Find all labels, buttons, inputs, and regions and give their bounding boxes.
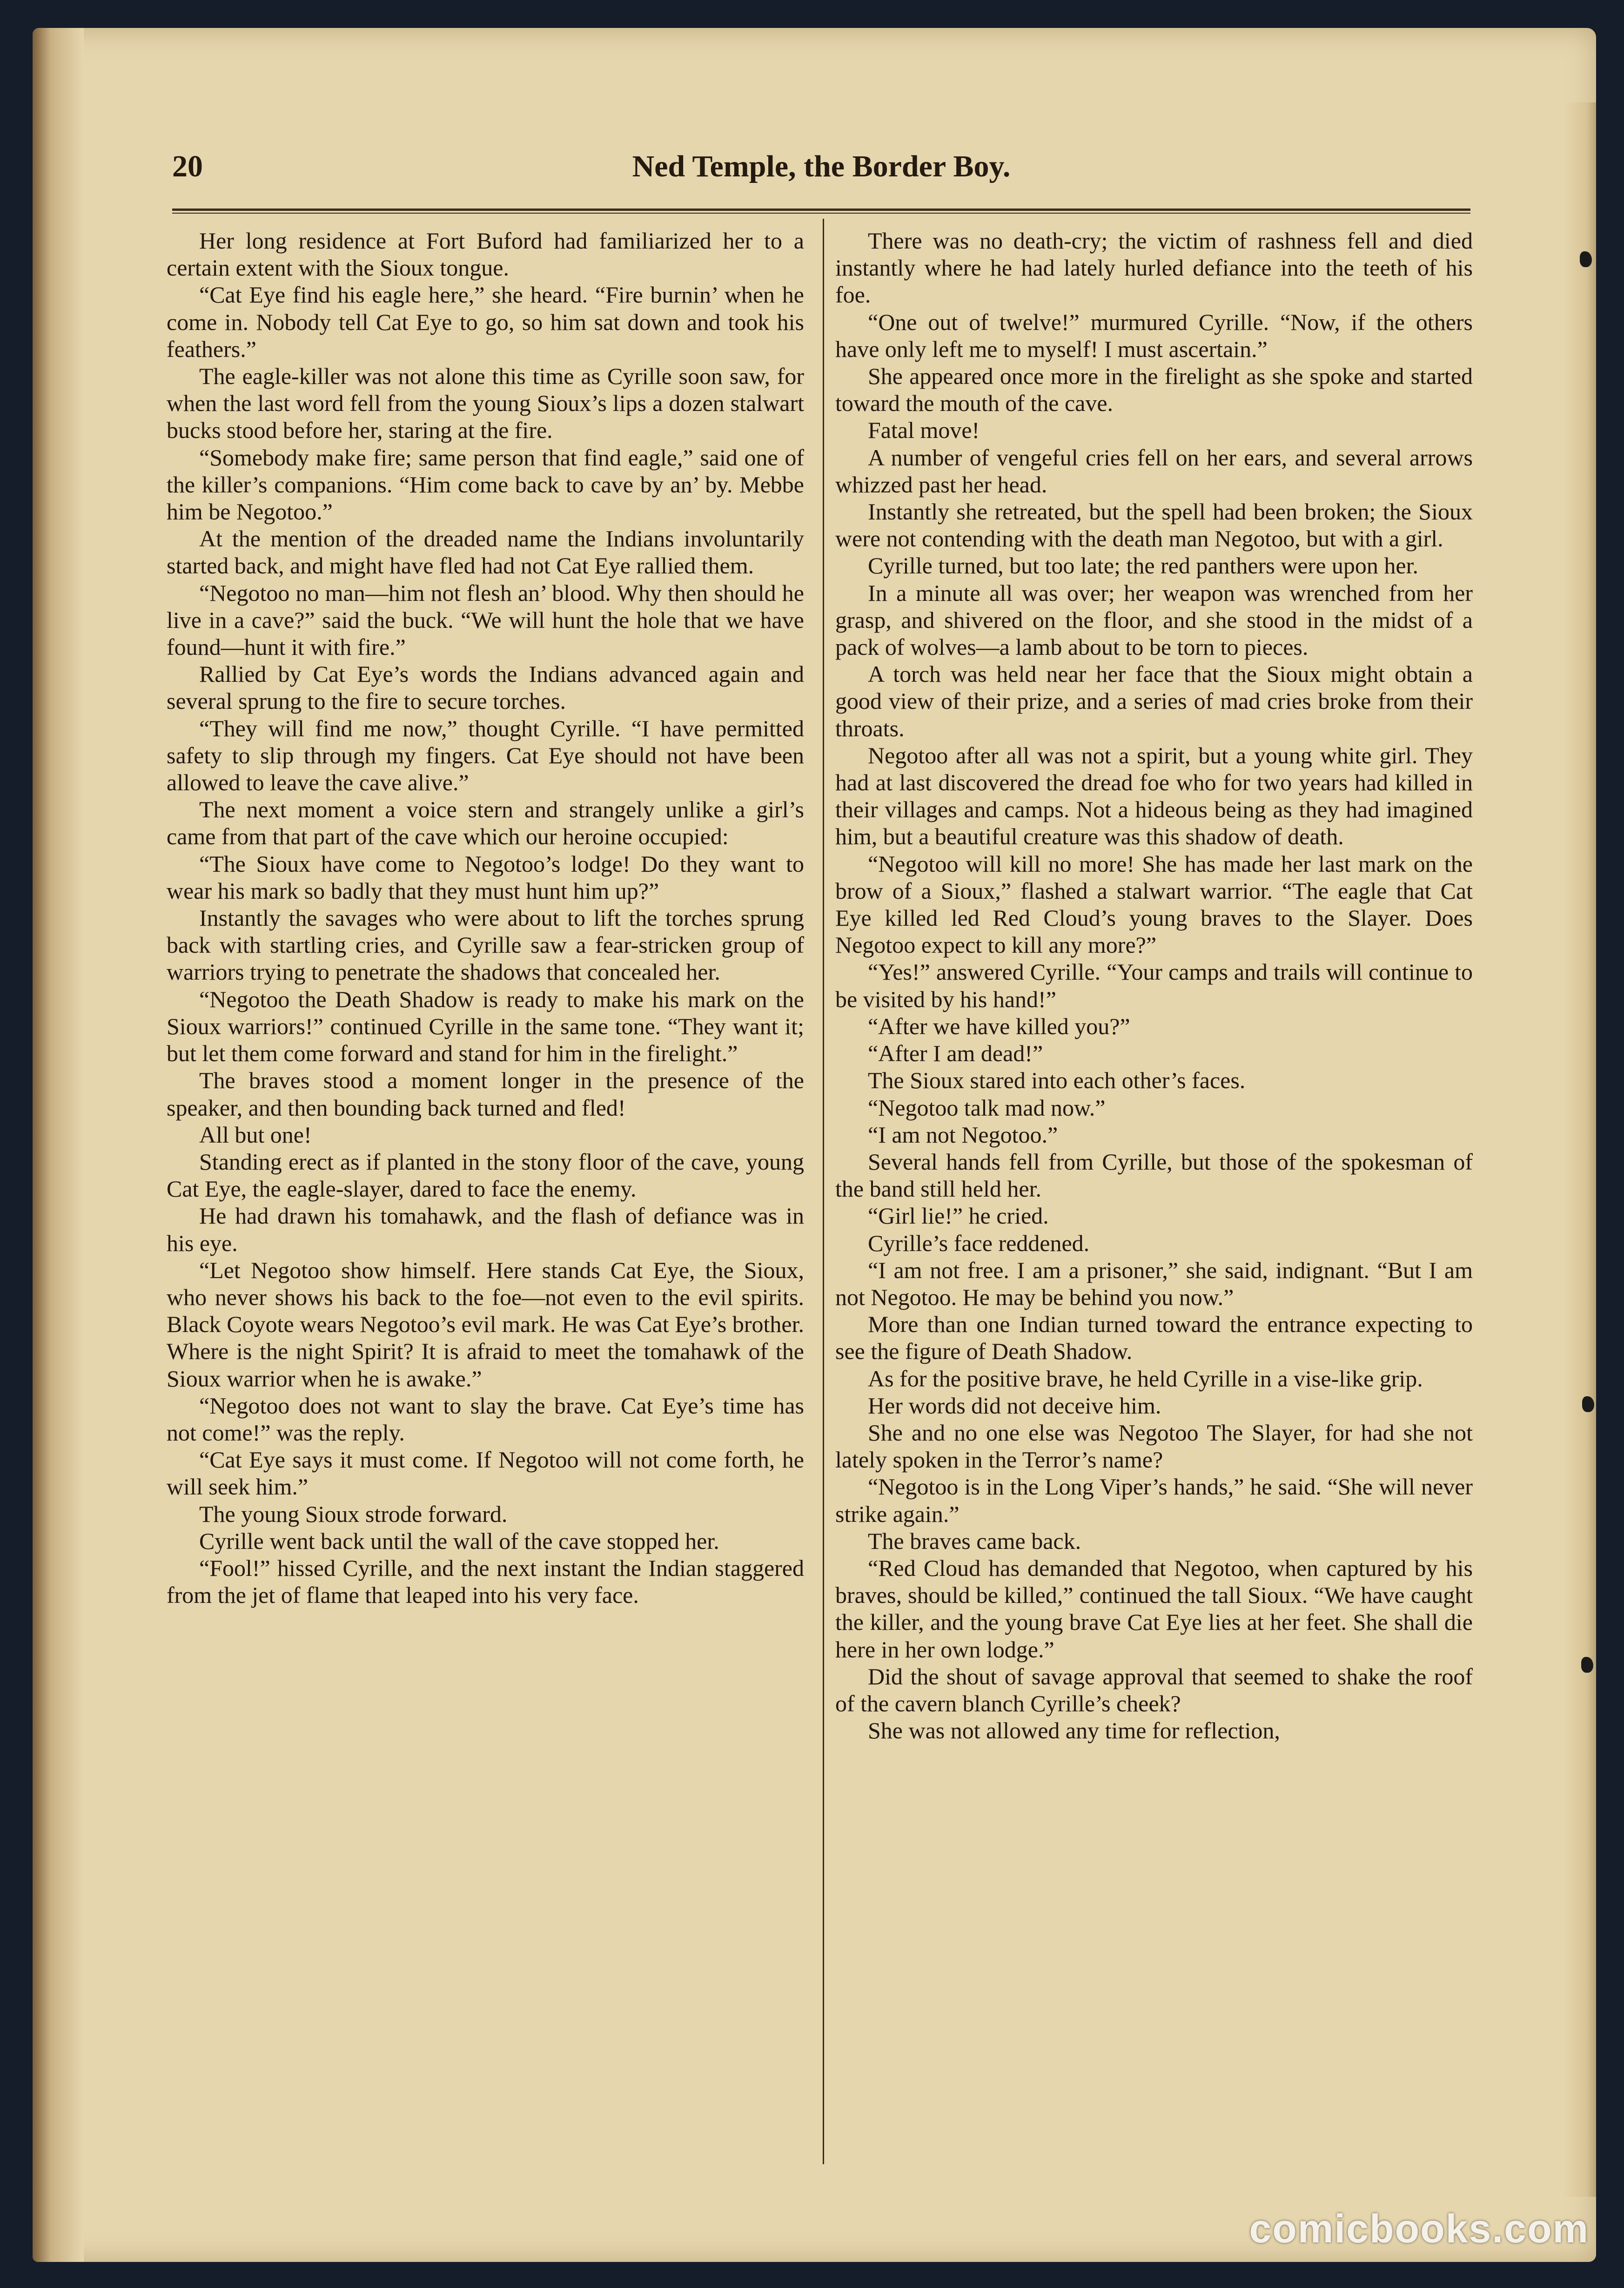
paragraph: “After I am dead!” — [868, 1040, 1043, 1067]
paragraph: The Sioux stared into each other’s faces. — [868, 1067, 1246, 1094]
paragraph: “I am not Negotoo.” — [868, 1121, 1058, 1148]
paragraph: “Cat Eye says it must come. If Negotoo will not come forth, he will seek him.” — [167, 1447, 804, 1500]
paragraph: At the mention of the dreaded name the Indians involuntarily started back, and might have fled had not Cat Eye rallied them. — [167, 525, 804, 579]
paragraph: She and no one else was Negotoo The Slayer, for had she not lately spoken in the Terror’s name? — [835, 1419, 1473, 1473]
paragraph: He had drawn his tomahawk, and the flash of defiance was in his eye. — [167, 1203, 804, 1256]
paragraph: “Fool!” hissed Cyrille, and the next instant the Indian staggered from the jet of flame that leaped into his very face. — [167, 1554, 804, 1608]
paragraph: “Negotoo does not want to slay the brave. Cat Eye’s time has not come!” was the reply. — [167, 1392, 804, 1446]
paragraph: Negotoo after all was not a spirit, but a young white girl. They had at last discovered the dread foe who for two years had killed in their villages and camps. Not a hideous being as they had imagined him, but a beautiful creature was this shadow of death. — [835, 742, 1473, 850]
paragraph: “I am not free. I am a prisoner,” she said, indignant. “But I am not Negotoo. He may be behind you now.” — [835, 1257, 1473, 1310]
paragraph: Standing erect as if planted in the stony floor of the cave, young Cat Eye, the eagle-slayer, dared to face the enemy. — [167, 1148, 804, 1202]
paragraph: “Girl lie!” he cried. — [868, 1203, 1049, 1229]
paragraph: The eagle-killer was not alone this time as Cyrille soon saw, for when the last word fell from the young Sioux’s lips a dozen stalwart bucks stood before her, staring at the fire. — [167, 363, 804, 444]
paragraph: As for the positive brave, he held Cyrille in a vise-like grip. — [868, 1365, 1423, 1392]
binding-mark — [1582, 1396, 1594, 1412]
paragraph: “Negotoo is in the Long Viper’s hands,” he said. “She will never strike again.” — [835, 1474, 1473, 1527]
page-header — [172, 149, 1470, 195]
paragraph: Fatal move! — [868, 417, 980, 444]
paragraph: “Negotoo will kill no more! She has made her last mark on the brow of a Sioux,” flashed a stalwart warrior. “The eagle that Cat Eye killed led Red Cloud’s young braves to the Slayer. Does Negotoo expect to kill any more?” — [835, 850, 1473, 958]
paragraph: “Cat Eye find his eagle here,” she heard. “Fire burnin’ when he come in. Nobody tell Cat Eye to go, so him sat down and took his feathers.” — [167, 282, 804, 362]
paragraph: “Somebody make fire; same person that find eagle,” said one of the killer’s companions. “Him come back to cave by an’ by. Mebbe him be Negotoo.” — [167, 444, 804, 525]
paragraph: The next moment a voice stern and strangely unlike a girl’s came from that part of the cave which our heroine occupied: — [167, 796, 804, 850]
paragraph: “The Sioux have come to Negotoo’s lodge! Do they want to wear his mark so badly that they must hunt him up?” — [167, 850, 804, 904]
paragraph: “Red Cloud has demanded that Negotoo, when captured by his braves, should be killed,” continued the tall Sioux. “We have caught the killer, and the young brave Cat Eye lies at her feet. She shall die here in her own lodge.” — [835, 1554, 1473, 1662]
paragraph: “Let Negotoo show himself. Here stands Cat Eye, the Sioux, who never shows his back to the foe—not even to the evil spirits. Black Coyote wears Negotoo’s evil mark. He was Cat Eye’s brother. Where is the night Spirit? It is afraid to meet the tomahawk of the Sioux warrior when he is awake.” — [167, 1257, 804, 1392]
column-divider — [823, 219, 824, 2164]
paragraph: Rallied by Cat Eye’s words the Indians advanced again and several sprung to the fire to secure torches. — [167, 661, 804, 714]
paragraph: Cyrille’s face reddened. — [868, 1230, 1090, 1256]
paragraph: A torch was held near her face that the Sioux might obtain a good view of their prize, and a series of mad cries broke from their throats. — [835, 661, 1473, 741]
header-rule — [172, 209, 1470, 214]
page-number: 20 — [172, 149, 203, 183]
paragraph: She was not allowed any time for reflection, — [868, 1717, 1280, 1744]
binding-gutter — [33, 28, 84, 2262]
paragraph: A number of vengeful cries fell on her ears, and several arrows whizzed past her head. — [835, 444, 1473, 498]
paragraph: In a minute all was over; her weapon was wrenched from her grasp, and shivered on the floor, and she stood in the midst of a pack of wolves—a lamb about to be torn to pieces. — [835, 579, 1473, 660]
paragraph: The braves came back. — [868, 1528, 1081, 1554]
paragraph: Her words did not deceive him. — [868, 1392, 1161, 1419]
paragraph: Cyrille turned, but too late; the red panthers were upon her. — [868, 552, 1418, 579]
paragraph: The young Sioux strode forward. — [199, 1501, 508, 1527]
paragraph: More than one Indian turned toward the entrance expecting to see the figure of Death Shadow. — [835, 1311, 1473, 1365]
paragraph: “Negotoo talk mad now.” — [868, 1094, 1106, 1121]
paragraph: All but one! — [199, 1121, 312, 1148]
paragraph: She appeared once more in the firelight as she spoke and started toward the mouth of the cave. — [835, 363, 1473, 417]
running-title: Ned Temple, the Border Boy. — [632, 149, 1011, 183]
paragraph: “After we have killed you?” — [868, 1013, 1130, 1039]
page-edge — [1564, 102, 1596, 2197]
paragraph: “Negotoo the Death Shadow is ready to make his mark on the Sioux warriors!” continued Cyrille in the same tone. “They want it; but let them come forward and stand for him in the firelight.” — [167, 986, 804, 1067]
paragraph: Did the shout of savage approval that seemed to shake the roof of the cavern blanch Cyrille’s cheek? — [835, 1663, 1473, 1716]
paragraph: “One out of twelve!” murmured Cyrille. “Now, if the others have only left me to myself! I must ascertain.” — [835, 309, 1473, 362]
paragraph: Instantly she retreated, but the spell had been broken; the Sioux were not contending with the death man Negotoo, but with a girl. — [835, 498, 1473, 552]
binding-mark — [1580, 251, 1592, 267]
paragraph: Her long residence at Fort Buford had familiarized her to a certain extent with the Sioux tongue. — [167, 228, 804, 281]
site-watermark: comicbooks.com — [1249, 2207, 1589, 2251]
paragraph: “They will find me now,” thought Cyrille. “I have permitted safety to slip through my fingers. Cat Eye should not have been allowed to leave the cave alive.” — [167, 715, 804, 796]
paragraph: Cyrille went back until the wall of the cave stopped her. — [199, 1528, 719, 1554]
paragraph: Several hands fell from Cyrille, but those of the spokesman of the band still held her. — [835, 1148, 1473, 1202]
binding-mark — [1581, 1657, 1593, 1673]
left-column — [167, 227, 804, 2159]
right-column — [835, 227, 1473, 2159]
paragraph: The braves stood a moment longer in the presence of the speaker, and then bounding back turned and fled! — [167, 1067, 804, 1121]
paragraph: Instantly the savages who were about to lift the torches sprung back with startling cries, and Cyrille saw a fear-stricken group of warriors trying to penetrate the shadows that concealed her. — [167, 905, 804, 985]
paragraph: “Yes!” answered Cyrille. “Your camps and trails will continue to be visited by his hand!” — [835, 959, 1473, 1012]
paragraph: There was no death-cry; the victim of rashness fell and died instantly where he had lately hurled defiance into the teeth of his foe. — [835, 228, 1473, 308]
paragraph: “Negotoo no man—him not flesh an’ blood. Why then should he live in a cave?” said the buck. “We will hunt the hole that we have found—hunt it with fire.” — [167, 579, 804, 660]
